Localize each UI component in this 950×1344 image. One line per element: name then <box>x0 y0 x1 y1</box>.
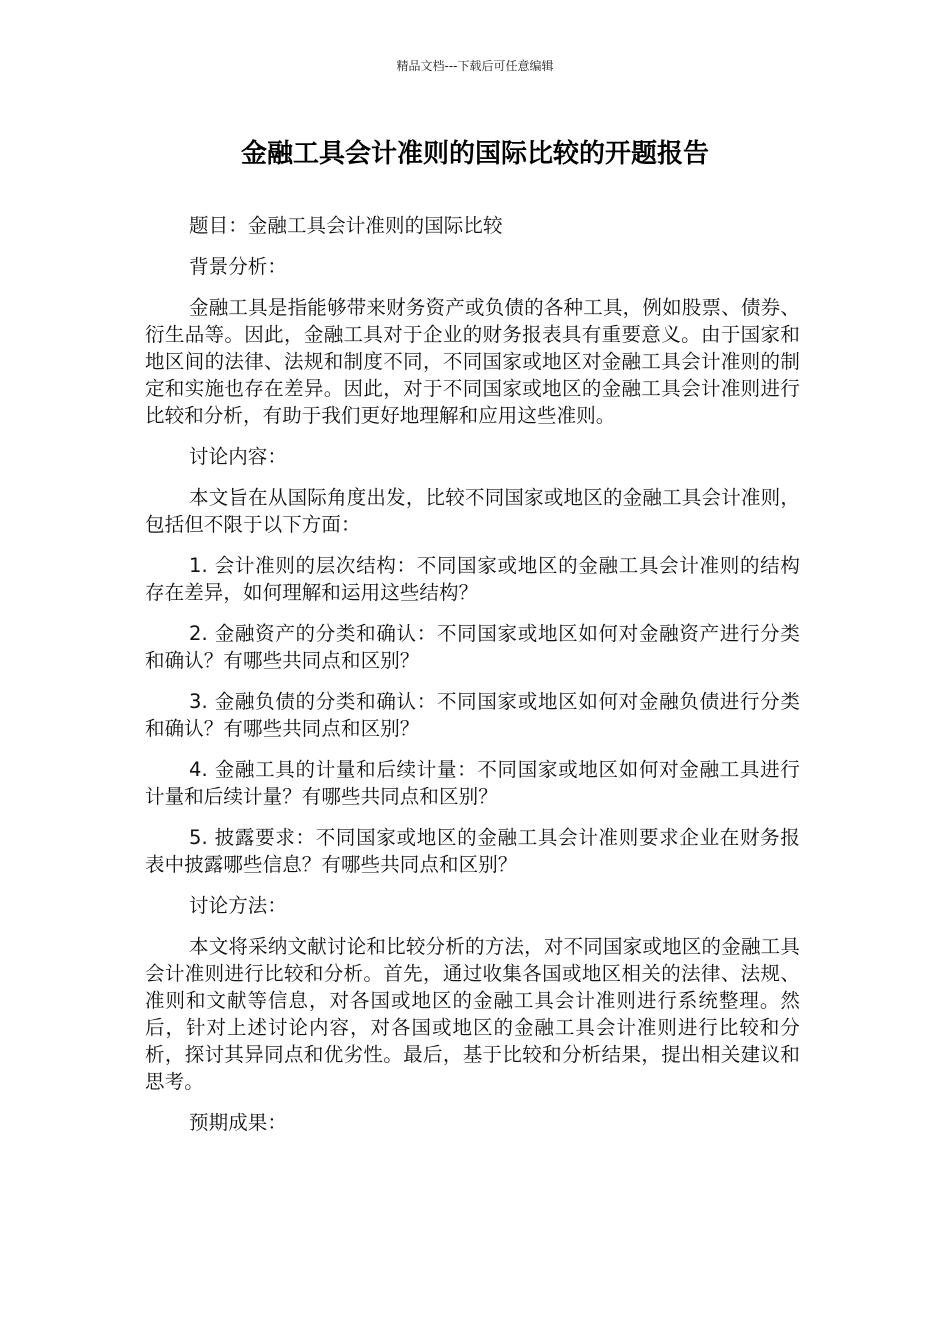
paragraph-background: 金融工具是指能够带来财务资产或负债的各种工具，例如股票、债券、衍生品等。因此，金融工具对于企业的财务报表具有重要意义。由于国家和地区间的法律、法规和制度不同，不同国家或地区对金融工具会计准则的制定和实施也存在差异。因此，对于不同国家或地区的金融工具会计准则进行比较和分析，有助于我们更好地理解和应用这些准则。 <box>145 296 800 427</box>
list-item-4: 4. 金融工具的计量和后续计量：不同国家或地区如何对金融工具进行计量和后续计量？有哪些共同点和区别？ <box>145 758 800 808</box>
heading-discussion-content: 讨论内容： <box>189 445 288 468</box>
paragraph-topic: 题目：金融工具会计准则的国际比较 <box>189 214 503 237</box>
list-item-1: 1. 会计准则的层次结构：不同国家或地区的金融工具会计准则的结构存在差异，如何理解和运用这些结构？ <box>145 554 800 604</box>
list-item-2: 2. 金融资产的分类和确认：不同国家或地区如何对金融资产进行分类和确认？有哪些共同点和区别？ <box>145 622 800 672</box>
document-title: 金融工具会计准则的国际比较的开题报告 <box>240 139 709 169</box>
list-item-5: 5. 披露要求：不同国家或地区的金融工具会计准则要求企业在财务报表中披露哪些信息？有哪些共同点和区别？ <box>145 826 800 876</box>
page-header: 精品文档---下载后可任意编辑 <box>396 59 554 73</box>
heading-background: 背景分析： <box>189 255 288 278</box>
heading-expected-results: 预期成果： <box>189 1111 288 1134</box>
list-item-3: 3. 金融负债的分类和确认：不同国家或地区如何对金融负债进行分类和确认？有哪些共同点和区别？ <box>145 690 800 740</box>
paragraph-method: 本文将采纳文献讨论和比较分析的方法，对不同国家或地区的金融工具会计准则进行比较和分析。首先，通过收集各国或地区相关的法律、法规、准则和文献等信息，对各国或地区的金融工具会计准则进行系统整理。然后，针对上述讨论内容，对各国或地区的金融工具会计准则进行比较和分析，探讨其异同点和优劣性。最后，基于比较和分析结果，提出相关建议和思考。 <box>145 935 800 1093</box>
document-body <box>145 212 800 1150</box>
heading-discussion-method: 讨论方法： <box>189 894 288 917</box>
paragraph-discussion-intro: 本文旨在从国际角度出发，比较不同国家或地区的金融工具会计准则，包括但不限于以下方面： <box>145 486 800 536</box>
